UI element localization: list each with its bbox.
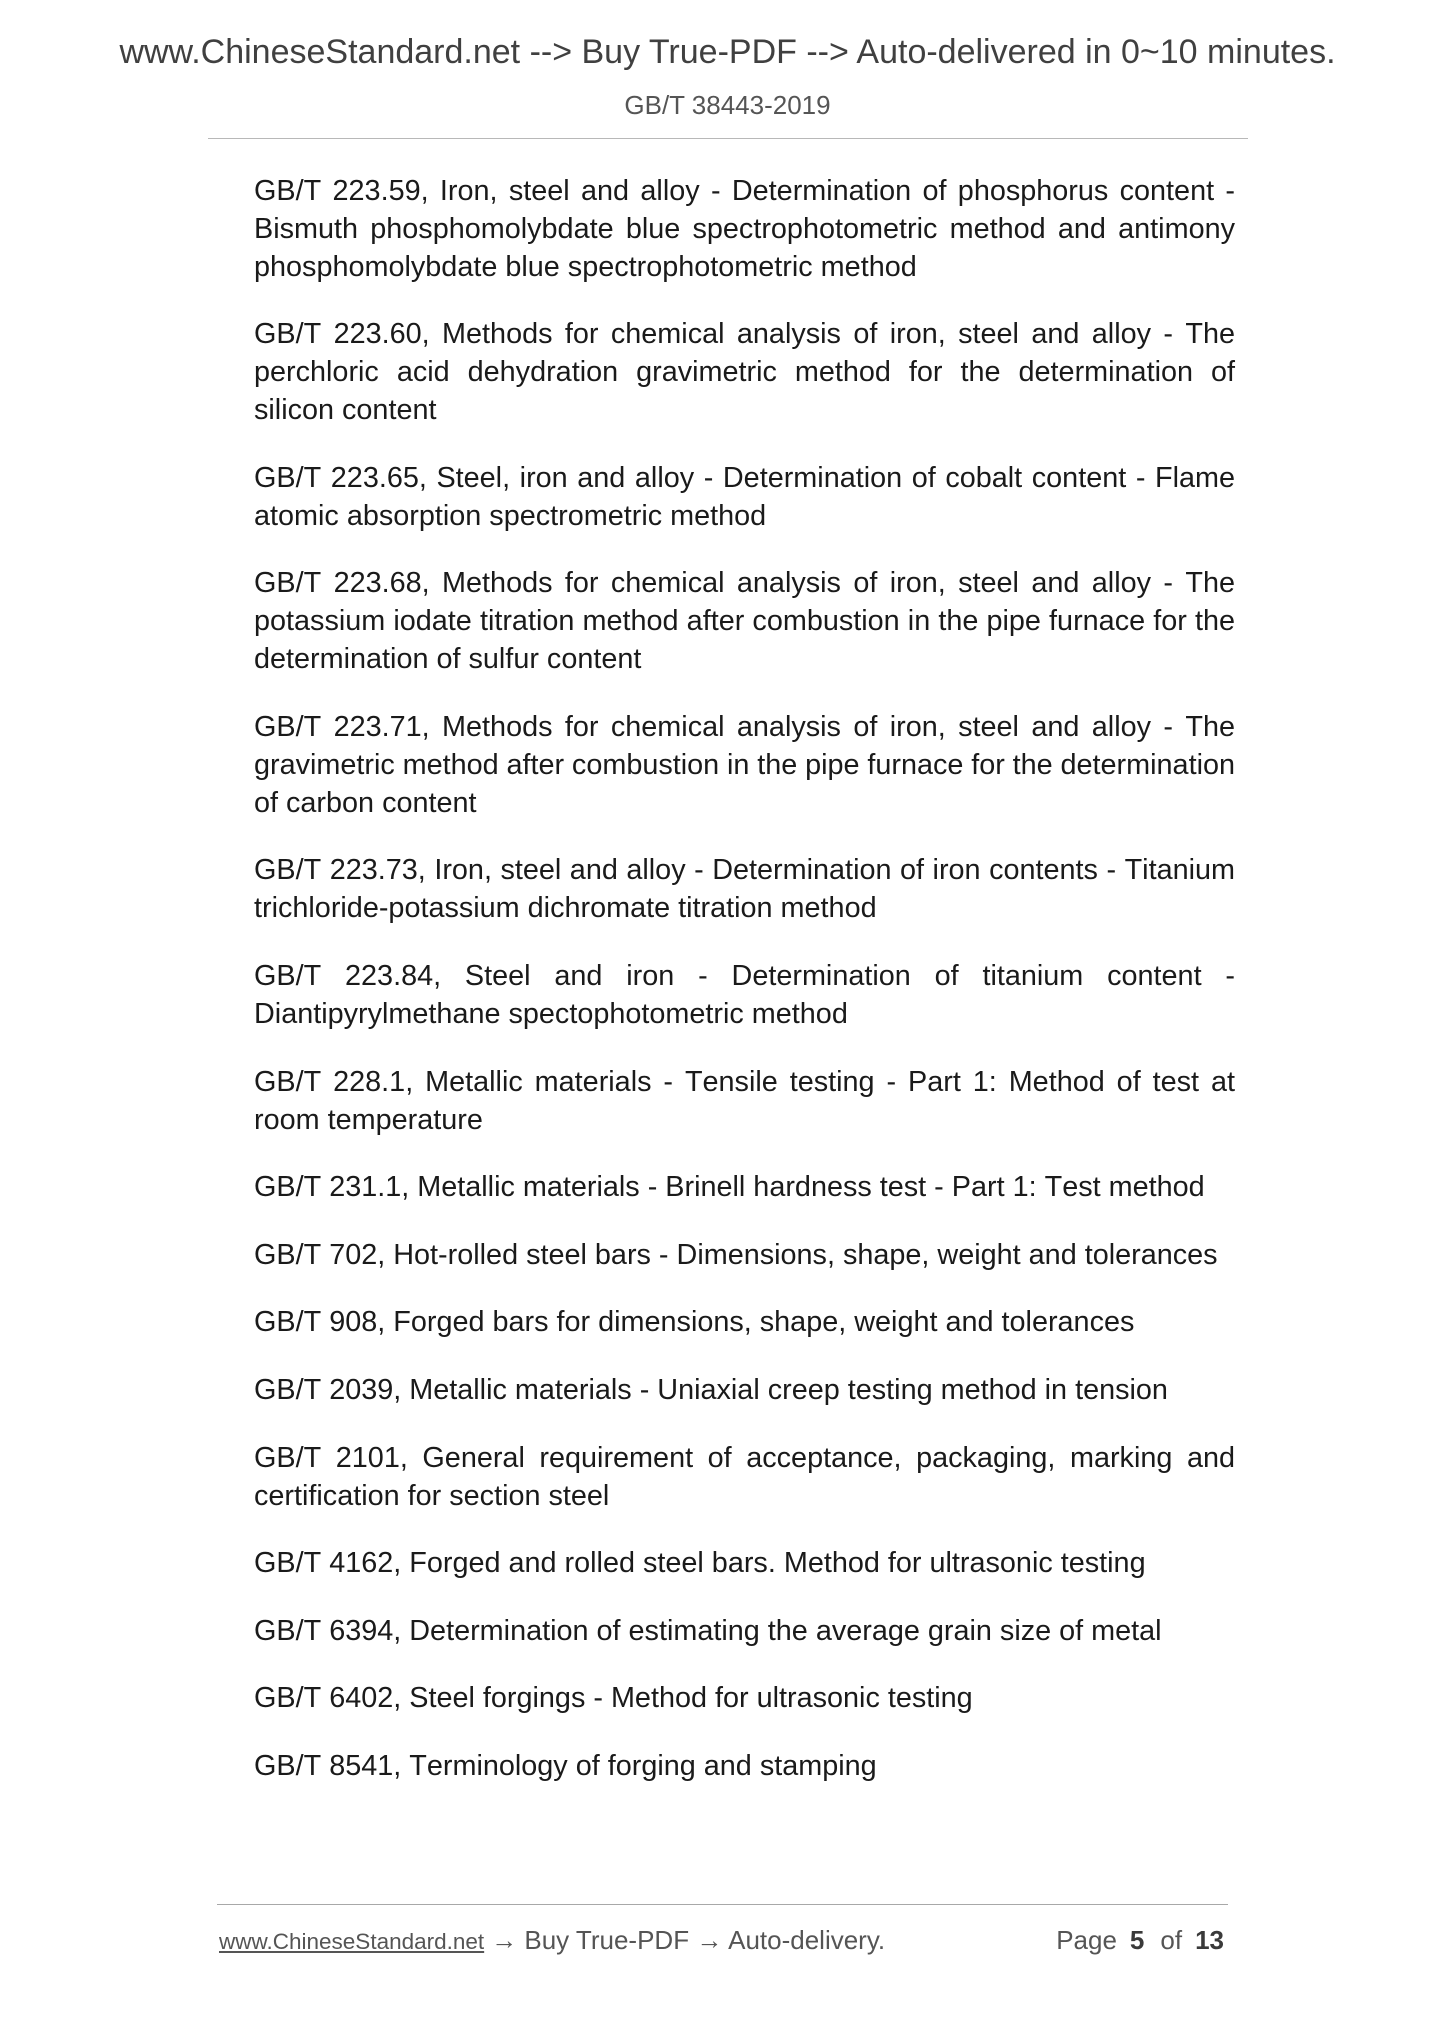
reference-line: GB/T 223.73, Iron, steel and alloy - Determination of iron contents - Titanium — [254, 854, 1235, 887]
reference-item — [254, 708, 1235, 822]
reference-item — [254, 1236, 1235, 1274]
reference-item — [254, 1168, 1235, 1206]
footer-tagline: → Buy True-PDF → Auto-delivery. — [491, 1925, 886, 1955]
reference-item — [254, 459, 1235, 535]
reference-line: GB/T 223.68, Methods for chemical analysis of iron, steel and alloy - The — [254, 567, 1235, 600]
reference-item — [254, 1747, 1235, 1785]
reference-item — [254, 1612, 1235, 1650]
page-current: 5 — [1129, 1925, 1145, 1955]
reference-item — [254, 1371, 1235, 1409]
reference-line: GB/T 6402, Steel forgings - Method for ultrasonic testing — [254, 1682, 973, 1715]
reference-item — [254, 172, 1235, 286]
reference-item — [254, 1544, 1235, 1582]
reference-item — [254, 564, 1235, 678]
reference-line: GB/T 223.71, Methods for chemical analysis of iron, steel and alloy - The — [254, 710, 1235, 743]
footer-promo — [219, 1922, 885, 1958]
page-indicator — [1056, 1922, 1224, 1958]
reference-line: room temperature — [254, 1103, 483, 1136]
reference-line: GB/T 223.60, Methods for chemical analysis of iron, steel and alloy - The — [254, 318, 1235, 351]
reference-item — [254, 1679, 1235, 1717]
reference-line: potassium iodate titration method after combustion in the pipe furnace for the — [254, 605, 1235, 638]
page-label: Page — [1056, 1925, 1117, 1955]
reference-line: phosphomolybdate blue spectrophotometric method — [254, 250, 917, 283]
reference-line: GB/T 228.1, Metallic materials - Tensile testing - Part 1: Method of test at — [254, 1065, 1235, 1098]
reference-item — [254, 315, 1235, 429]
reference-line: Bismuth phosphomolybdate blue spectrophotometric method and antimony — [254, 212, 1235, 245]
reference-line: gravimetric method after combustion in the pipe furnace for the determination — [254, 748, 1235, 781]
reference-line: perchloric acid dehydration gravimetric method for the determination of — [254, 356, 1235, 389]
reference-line: GB/T 8541, Terminology of forging and stamping — [254, 1750, 877, 1782]
standard-code: GB/T 38443-2019 — [624, 90, 831, 120]
reference-item — [254, 1303, 1235, 1341]
page-of-label: of — [1160, 1925, 1183, 1955]
reference-item — [254, 851, 1235, 927]
reference-line: GB/T 6394, Determination of estimating the average grain size of metal — [254, 1614, 1162, 1647]
page-total: 13 — [1195, 1925, 1224, 1955]
reference-line: GB/T 4162, Forged and rolled steel bars. Method for ultrasonic testing — [254, 1547, 1146, 1580]
reference-line: GB/T 223.84, Steel and iron - Determination of titanium content - — [254, 960, 1235, 993]
site-banner: www.ChineseStandard.net --> Buy True-PDF --> Auto-delivered in 0~10 minutes. — [119, 33, 1336, 71]
reference-line: GB/T 702, Hot-rolled steel bars - Dimensions, shape, weight and tolerances — [254, 1238, 1218, 1271]
reference-line: GB/T 908, Forged bars for dimensions, shape, weight and tolerances — [254, 1306, 1135, 1339]
reference-line: certification for section steel — [254, 1479, 610, 1512]
reference-line: determination of sulfur content — [254, 643, 642, 676]
reference-line: silicon content — [254, 394, 437, 427]
footer-site-link[interactable]: www.ChineseStandard.net — [219, 1929, 485, 1954]
reference-line: atomic absorption spectrometric method — [254, 499, 767, 532]
reference-item — [254, 957, 1235, 1033]
reference-line: GB/T 2101, General requirement of acceptance, packaging, marking and — [254, 1441, 1235, 1474]
reference-item — [254, 1439, 1235, 1515]
reference-line: trichloride-potassium dichromate titration method — [254, 892, 877, 925]
reference-line: of carbon content — [254, 786, 477, 819]
reference-line: Diantipyrylmethane spectophotometric method — [254, 998, 848, 1031]
reference-line: GB/T 231.1, Metallic materials - Brinell hardness test - Part 1: Test method — [254, 1171, 1205, 1204]
reference-line: GB/T 223.59, Iron, steel and alloy - Determination of phosphorus content - — [254, 174, 1235, 207]
reference-item — [254, 1063, 1235, 1139]
reference-line: GB/T 223.65, Steel, iron and alloy - Determination of cobalt content - Flame — [254, 461, 1235, 494]
reference-line: GB/T 2039, Metallic materials - Uniaxial creep testing method in tension — [254, 1374, 1168, 1407]
footer-divider — [217, 1904, 1228, 1905]
normative-references-list — [254, 172, 1235, 1815]
header-divider — [208, 138, 1248, 139]
